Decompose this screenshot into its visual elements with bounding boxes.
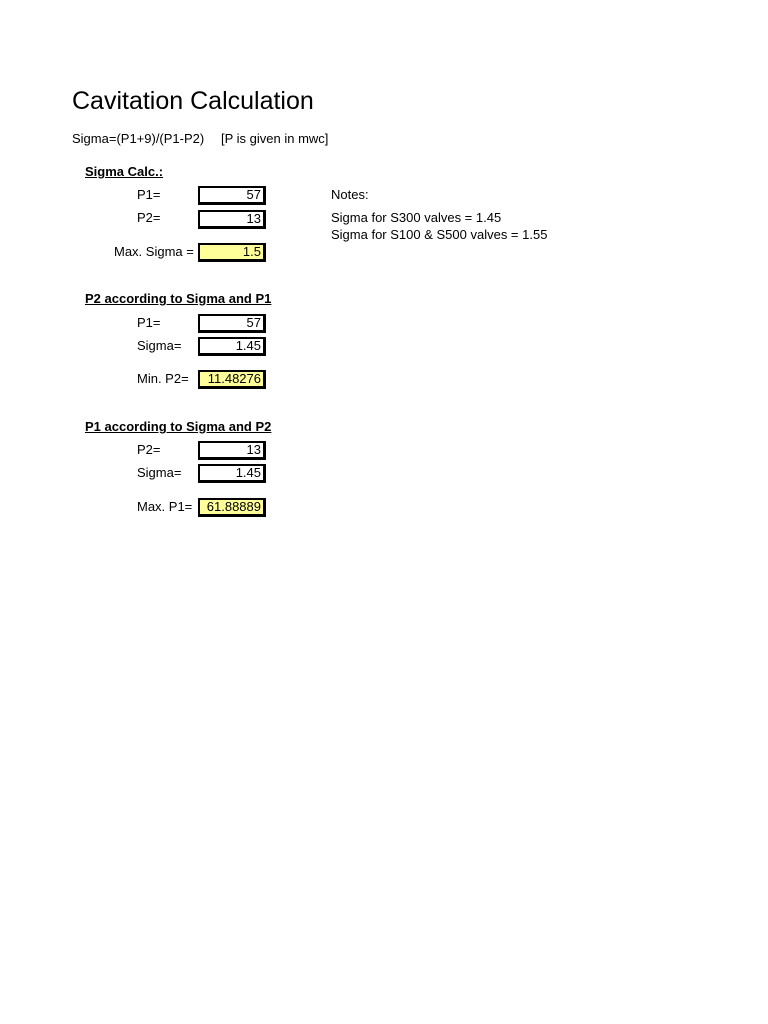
- note-line: Sigma for S100 & S500 valves = 1.55: [331, 227, 548, 242]
- field-label-p2: P2=: [137, 442, 161, 457]
- field-label-sigma: Sigma=: [137, 465, 182, 480]
- result-label-max-p1: Max. P1=: [137, 499, 193, 514]
- input-cell-sigma[interactable]: 1.45: [198, 464, 266, 483]
- result-cell-max-sigma: 1.5: [198, 243, 266, 262]
- field-label-sigma: Sigma=: [137, 338, 182, 353]
- input-cell-p1[interactable]: 57: [198, 314, 266, 333]
- page-title: Cavitation Calculation: [72, 87, 314, 115]
- field-label-p1: P1=: [137, 315, 161, 330]
- field-label-p2: P2=: [137, 210, 161, 225]
- section-heading: P2 according to Sigma and P1: [85, 291, 272, 306]
- result-label-min-p2: Min. P2=: [137, 371, 189, 386]
- note-line: Sigma for S300 valves = 1.45: [331, 210, 502, 225]
- input-cell-p2[interactable]: 13: [198, 441, 266, 460]
- result-cell-max-p1: 61.88889: [198, 498, 266, 517]
- formula-text: Sigma=(P1+9)/(P1-P2): [72, 131, 205, 146]
- section-heading: P1 according to Sigma and P2: [85, 419, 272, 434]
- input-cell-sigma[interactable]: 1.45: [198, 337, 266, 356]
- unit-note: [P is given in mwc]: [221, 131, 329, 146]
- input-cell-p2[interactable]: 13: [198, 210, 266, 229]
- input-cell-p1[interactable]: 57: [198, 186, 266, 205]
- section-heading: Sigma Calc.:: [85, 164, 164, 179]
- result-label-max-sigma: Max. Sigma =: [114, 244, 194, 259]
- result-cell-min-p2: 11.48276: [198, 370, 266, 389]
- notes-heading: Notes:: [331, 187, 369, 202]
- field-label-p1: P1=: [137, 187, 161, 202]
